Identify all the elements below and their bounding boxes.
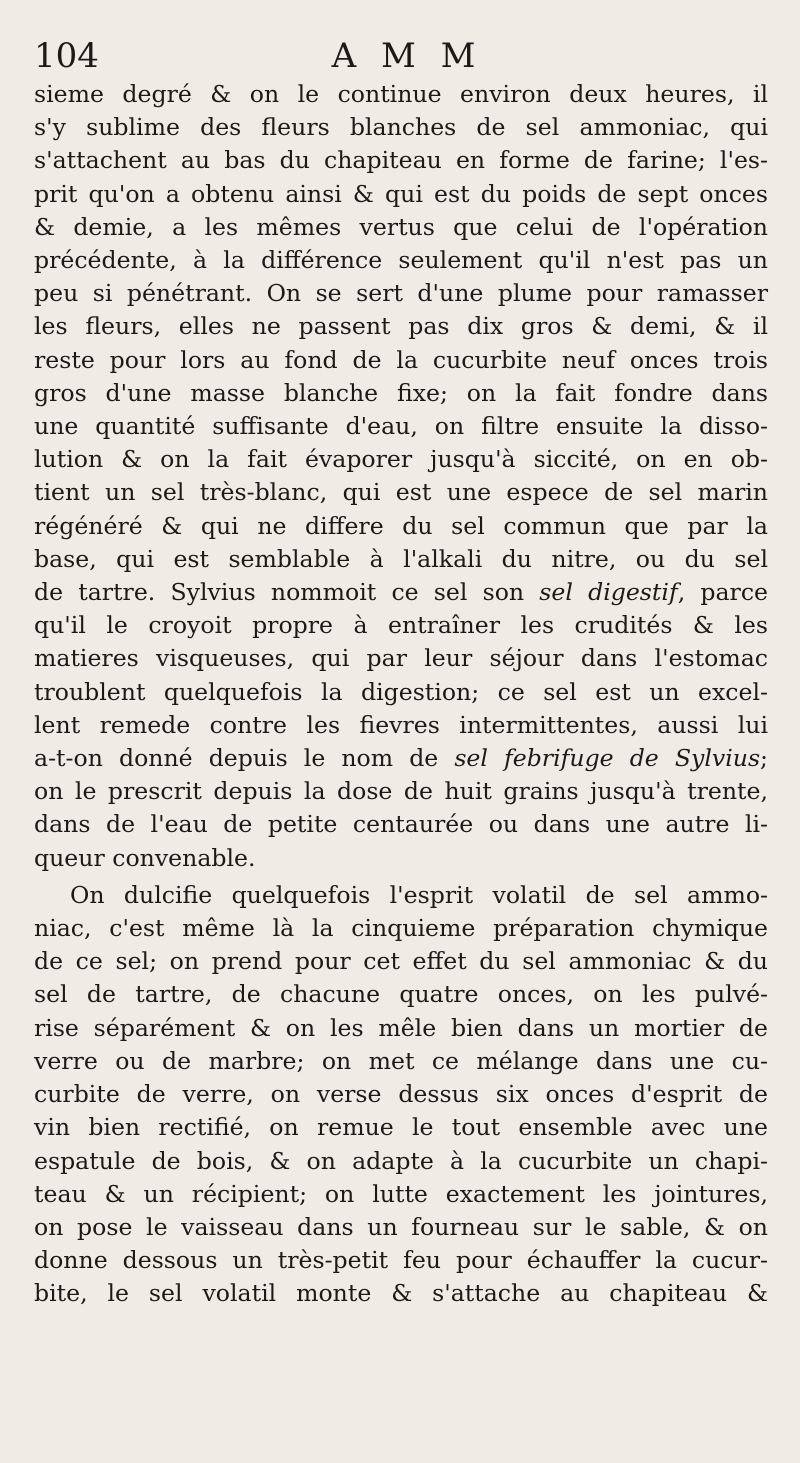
text-line: teau & un récipient; on lutte exactement les jointures, (34, 1179, 768, 1208)
paragraph-2 (34, 879, 768, 1311)
text-line: on le prescrit depuis la dose de huit grains jusqu'à trente, (34, 777, 768, 806)
text-line: gros d'une masse blanche fixe; on la fait fondre dans (34, 378, 768, 407)
text-line: sieme degré & on le continue environ deux heures, il (34, 80, 768, 108)
text-line: précédente, à la différence seulement qu'il n'est pas un (34, 246, 768, 275)
text-line: & demie, a les mêmes vertus que celui de l'opération (34, 212, 768, 241)
italic-term: sel febrifuge de Sylvius (454, 744, 761, 773)
text-line: qu'il le croyoit propre à entraîner les crudités & les (34, 611, 768, 640)
text-line: prit qu'on a obtenu ainsi & qui est du poids de sept onces (34, 179, 768, 208)
text-line: une quantité suffisante d'eau, on filtre ensuite la disso- (34, 412, 768, 441)
text-line: de ce sel; on prend pour cet effet du sel ammoniac & du (34, 947, 768, 976)
text-line: s'attachent au bas du chapiteau en forme de farine; l'es- (34, 146, 768, 175)
text-segment: ; (760, 744, 768, 773)
text-line: matieres visqueuses, qui par leur séjour dans l'estomac (34, 644, 768, 673)
text-segment: a-t-on donné depuis le nom de (34, 744, 455, 773)
text-line: les fleurs, elles ne passent pas dix gros & demi, & il (34, 312, 768, 341)
text-line: espatule de bois, & on adapte à la cucurbite un chapi- (34, 1146, 768, 1175)
text-line: sel de tartre, de chacune quatre onces, on les pulvé- (34, 980, 768, 1009)
text-line: On dulcifie quelquefois l'esprit volatil de sel ammo- (70, 880, 768, 909)
text-segment: , parce (677, 578, 768, 607)
text-line: dans de l'eau de petite centaurée ou dans une autre li- (34, 810, 768, 839)
text-line: régénéré & qui ne differe du sel commun que par la (34, 511, 768, 540)
text-line: donne dessous un très-petit feu pour échauffer la cucur- (34, 1246, 768, 1275)
text-line: curbite de verre, on verse dessus six onces d'esprit de (34, 1080, 768, 1109)
paragraph-1 (34, 78, 768, 875)
text-line: verre ou de marbre; on met ce mélange dans une cu- (34, 1046, 768, 1075)
text-line: peu si pénétrant. On se sert d'une plume pour ramasser (34, 279, 768, 308)
text-line: base, qui est semblable à l'alkali du nitre, ou du sel (34, 544, 768, 573)
running-head (34, 0, 768, 82)
text-line: niac, c'est même là la cinquieme préparation chymique (34, 914, 768, 943)
text-line: reste pour lors au fond de la cucurbite neuf onces trois (34, 345, 768, 374)
text-line: troublent quelquefois la digestion; ce sel est un excel- (34, 677, 768, 706)
text-line-with-italic (34, 576, 768, 609)
text-line: on pose le vaisseau dans un fourneau sur le sable, & on (34, 1212, 768, 1241)
text-line: tient un sel très-blanc, qui est une espece de sel marin (34, 478, 768, 507)
page-number: 104 (34, 36, 99, 76)
text-line: queur convenable. (34, 843, 256, 872)
italic-term: sel digestif (539, 578, 678, 607)
running-head-title: A M M (331, 36, 483, 76)
text-line: lution & on la fait évaporer jusqu'à siccité, on en ob- (34, 445, 768, 474)
text-line: rise séparément & on les mêle bien dans un mortier de (34, 1013, 768, 1042)
text-segment: de tartre. Sylvius nommoit ce sel son (34, 578, 540, 607)
text-line: vin bien rectifié, on remue le tout ensemble avec une (34, 1113, 768, 1142)
text-line-with-italic (34, 742, 768, 775)
text-body (34, 78, 768, 1311)
text-line: lent remede contre les fievres intermittentes, aussi lui (34, 710, 768, 739)
text-line: s'y sublime des fleurs blanches de sel ammoniac, qui (34, 113, 768, 142)
text-line: bite, le sel volatil monte & s'attache au chapiteau & (34, 1279, 768, 1308)
